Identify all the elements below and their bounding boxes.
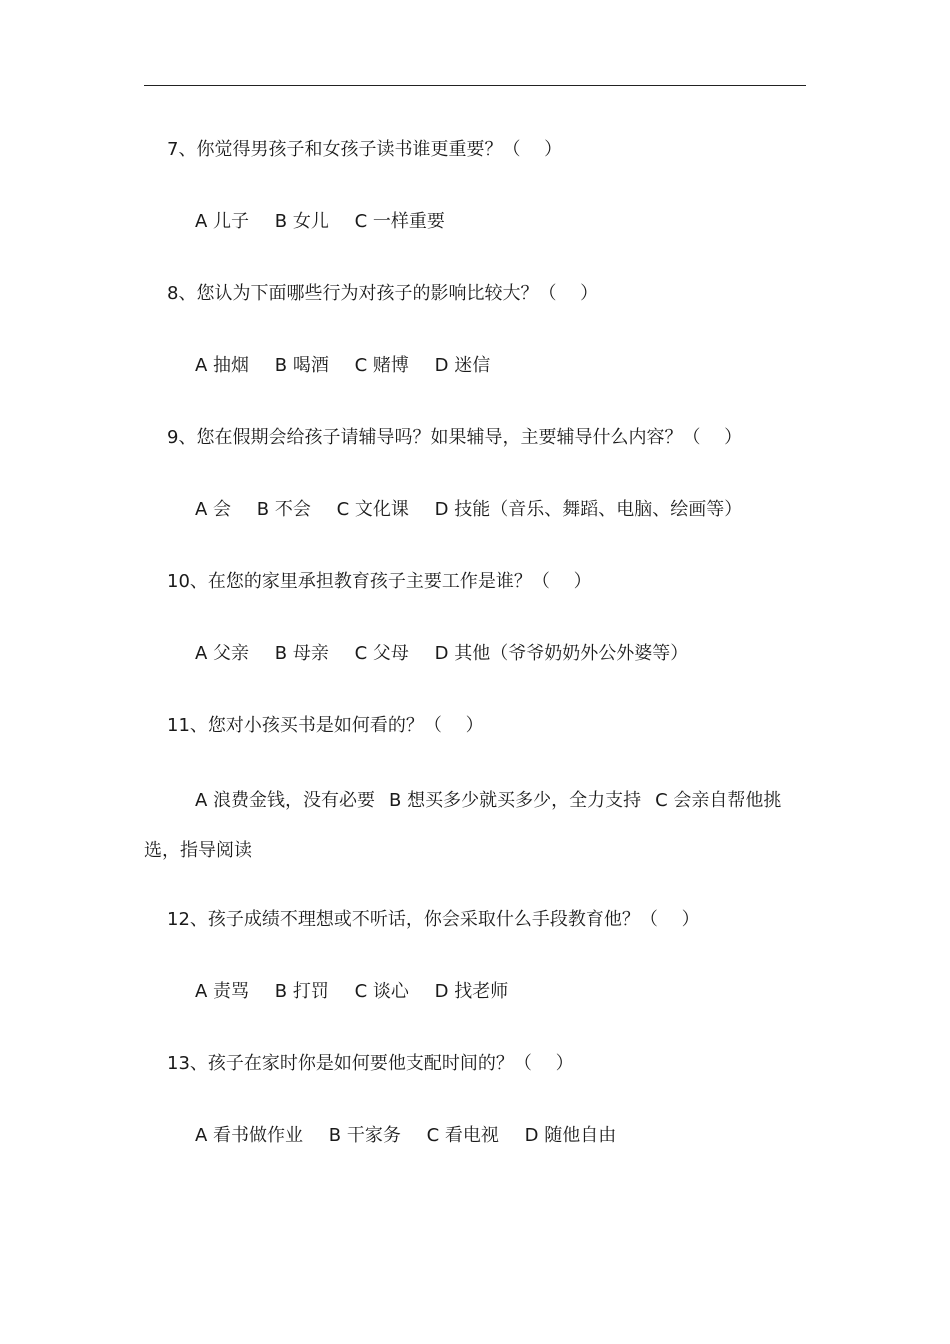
option-12-c: C 谈心 [354,981,409,1002]
questionnaire [144,128,808,1186]
options-7 [144,200,808,272]
option-7-c: C 一样重要 [354,211,445,232]
question-7: 7、你觉得男孩子和女孩子读书谁更重要？（ ） [167,139,563,160]
option-10-a: A 父亲 [195,643,250,664]
option-11-c: C 会亲自帮他挑选，指导阅读 [144,790,782,861]
options-10 [144,632,808,704]
options-9 [144,488,808,560]
header-rule [144,85,806,86]
option-13-c: C 看电视 [426,1125,499,1146]
option-13-b: B 干家务 [328,1125,401,1146]
option-9-c: C 文化课 [336,499,409,520]
option-12-a: A 责骂 [195,981,250,1002]
option-11-a: A 浪费金钱，没有必要 [195,790,376,811]
options-12 [144,970,808,1042]
option-8-c: C 赌博 [354,355,409,376]
option-13-d: D 随他自由 [524,1125,617,1146]
option-13-a: A 看书做作业 [195,1125,304,1146]
option-12-b: B 打罚 [274,981,329,1002]
option-12-d: D 找老师 [434,981,509,1002]
option-9-d: D 技能（音乐、舞蹈、电脑、绘画等） [434,499,743,520]
option-11-b: B 想买多少就买多少，全力支持 [389,790,642,811]
option-10-b: B 母亲 [274,643,329,664]
option-7-b: B 女儿 [274,211,329,232]
question-9: 9、您在假期会给孩子请辅导吗？如果辅导，主要辅导什么内容？（ ） [167,427,743,448]
question-11: 11、您对小孩买书是如何看的？（ ） [167,715,484,736]
option-10-c: C 父母 [354,643,409,664]
option-8-d: D 迷信 [434,355,491,376]
options-11 [144,776,808,898]
question-8: 8、您认为下面哪些行为对孩子的影响比较大？（ ） [167,283,599,304]
option-7-a: A 儿子 [195,211,250,232]
question-12: 12、孩子成绩不理想或不听话，你会采取什么手段教育他？（ ） [167,909,700,930]
option-8-a: A 抽烟 [195,355,250,376]
option-9-a: A 会 [195,499,232,520]
options-8 [144,344,808,416]
question-10: 10、在您的家里承担教育孩子主要工作是谁？（ ） [167,571,592,592]
option-8-b: B 喝酒 [274,355,329,376]
option-10-d: D 其他（爷爷奶奶外公外婆等） [434,643,689,664]
option-9-b: B 不会 [256,499,311,520]
options-13 [144,1114,808,1186]
question-13: 13、孩子在家时你是如何要他支配时间的？（ ） [167,1053,574,1074]
